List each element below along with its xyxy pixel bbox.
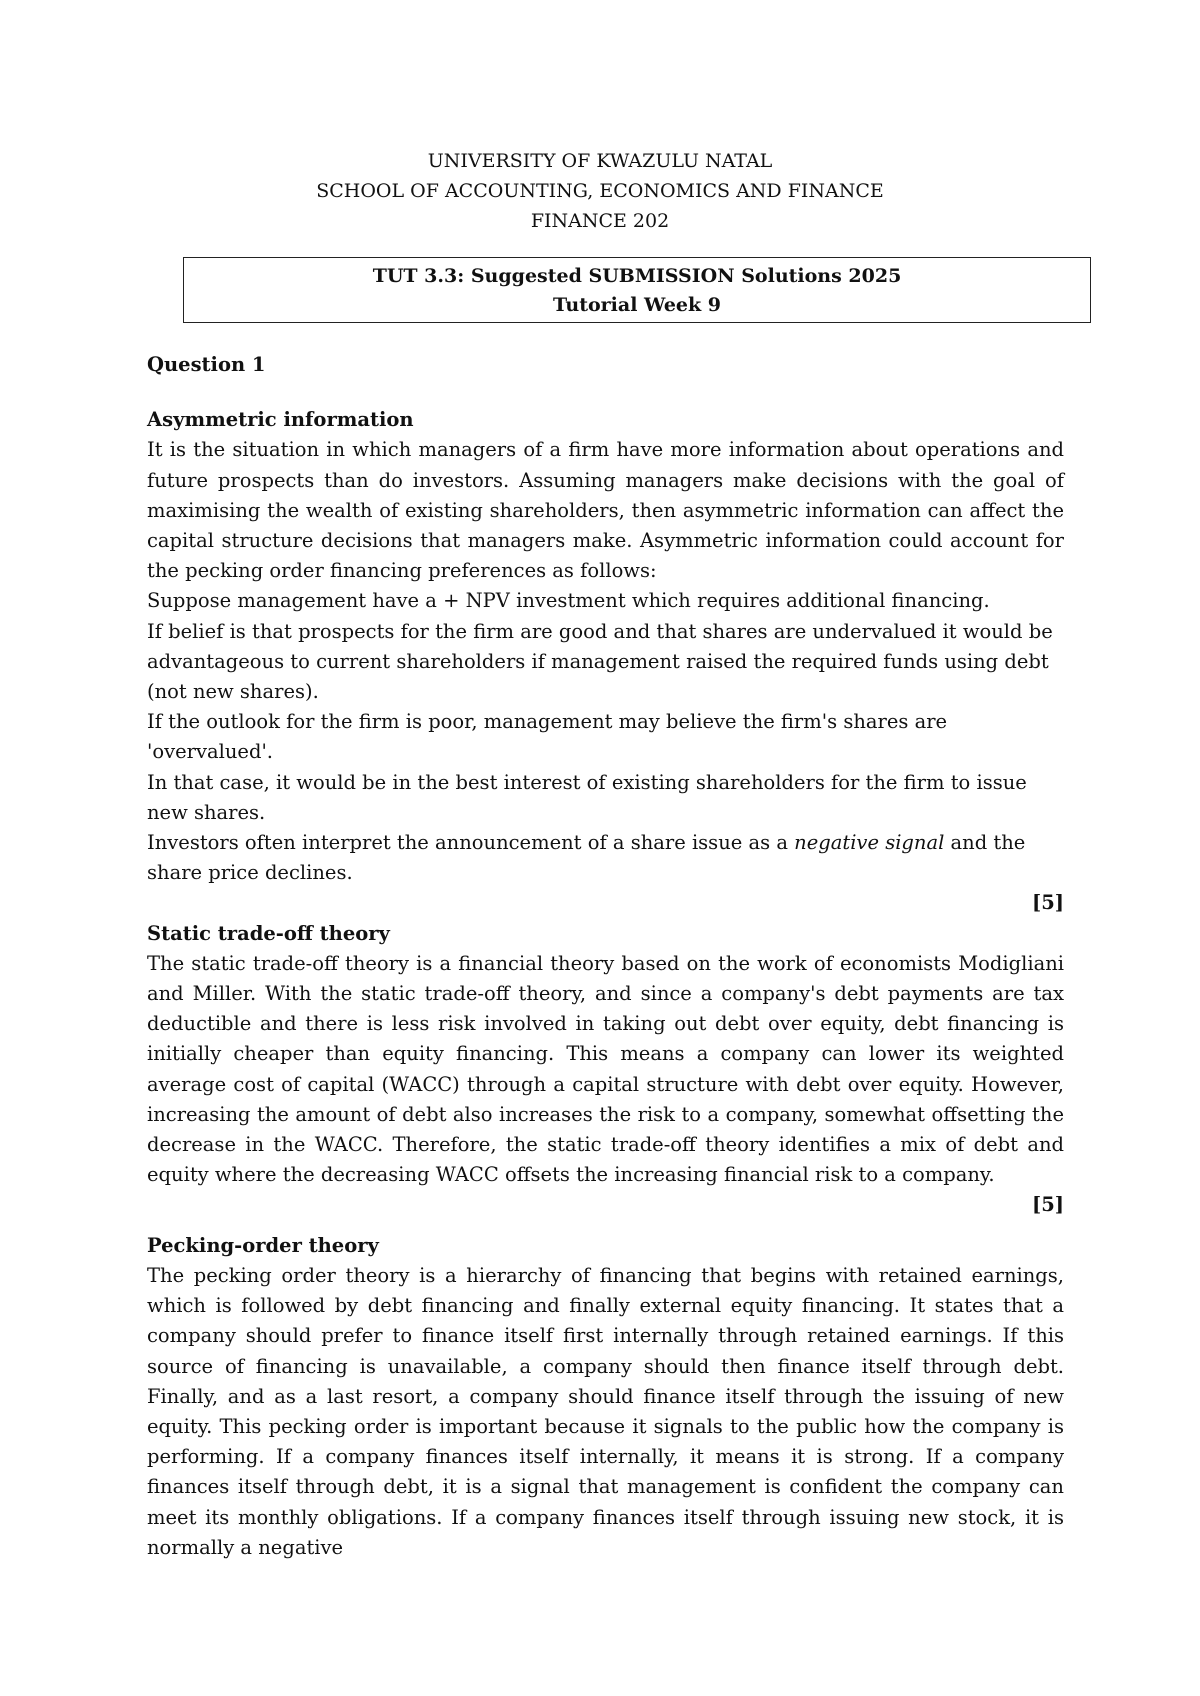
asymmetric-paragraph-1: It is the situation in which managers of a firm have more information about operations and future prospects than do investors. Assuming managers make decisions with the goal of maximising the wealth of existing shareholders, then asymmetric information can affect the capital structure decisions that managers make. Asymmetric information could account for the pecking order financing preferences as follows: — [147, 438, 1064, 583]
asymmetric-paragraph-2: Suppose management have a + NPV investment which requires additional financing. — [147, 589, 990, 613]
school-name: SCHOOL OF ACCOUNTING, ECONOMICS AND FINANCE — [316, 180, 884, 202]
university-name: UNIVERSITY OF KWAZULU NATAL — [427, 150, 773, 172]
title-line-2: Tutorial Week 9 — [553, 294, 721, 316]
asymmetric-paragraph-3: If belief is that prospects for the firm are good and that shares are undervalued it would be advantageous to current shareholders if management raised the required funds using debt (not new shares). — [147, 619, 1053, 704]
mark-asymmetric: [5] — [1031, 891, 1064, 915]
question-title: Question 1 — [147, 353, 266, 376]
p6-text-before: Investors often interpret the announcement of a share issue as a — [147, 831, 795, 855]
p6-text-after: and the share price declines. — [147, 831, 1026, 885]
static-paragraph: The static trade-off theory is a financial theory based on the work of economists Modigliani and Miller. With the static trade-off theory, and since a company's debt payments are tax deductible and there is less risk involved in taking out debt over equity, debt financing is initially cheaper than equity financing. This means a company can lower its weighted average cost of capital (WACC) through a capital structure with debt over equity. However, increasing the amount of debt also increases the risk to a company, somewhat offsetting the decrease in the WACC. Therefore, the static trade-off theory identifies a mix of debt and equity where the decreasing WACC offsets the increasing financial risk to a company. — [147, 951, 1064, 1187]
title-line-1: TUT 3.3: Suggested SUBMISSION Solutions 2025 — [372, 265, 902, 287]
section-heading-static: Static trade-off theory — [147, 921, 390, 945]
mark-static: [5] — [1031, 1193, 1064, 1217]
asymmetric-paragraph-6 — [147, 828, 1064, 888]
p6-italic-text: negative signal — [794, 831, 945, 855]
section-heading-asymmetric: Asymmetric information — [147, 408, 414, 432]
section-heading-pecking: Pecking-order theory — [147, 1233, 379, 1257]
document-header — [0, 146, 1200, 236]
asymmetric-paragraph-5: In that case, it would be in the best interest of existing shareholders for the firm to issue new shares. — [147, 770, 1027, 824]
section-gap — [147, 1221, 1064, 1231]
document-body — [147, 350, 1064, 1563]
title-box — [183, 257, 1091, 323]
course-code: FINANCE 202 — [530, 210, 670, 232]
pecking-paragraph: The pecking order theory is a hierarchy of financing that begins with retained earnings, which is followed by debt financing and finally external equity financing. It states that a company should prefer to finance itself first internally through retained earnings. If this source of financing is unavailable, a company should then finance itself through debt. Finally, and as a last resort, a company should finance itself through the issuing of new equity. This pecking order is important because it signals to the public how the company is performing. If a company finances itself internally, it means it is strong. If a company finances itself through debt, it is a signal that management is confident the company can meet its monthly obligations. If a company finances itself through issuing new stock, it is normally a negative — [147, 1263, 1064, 1559]
asymmetric-paragraph-4: If the outlook for the firm is poor, management may believe the firm's shares are 'overvalued'. — [147, 710, 948, 764]
